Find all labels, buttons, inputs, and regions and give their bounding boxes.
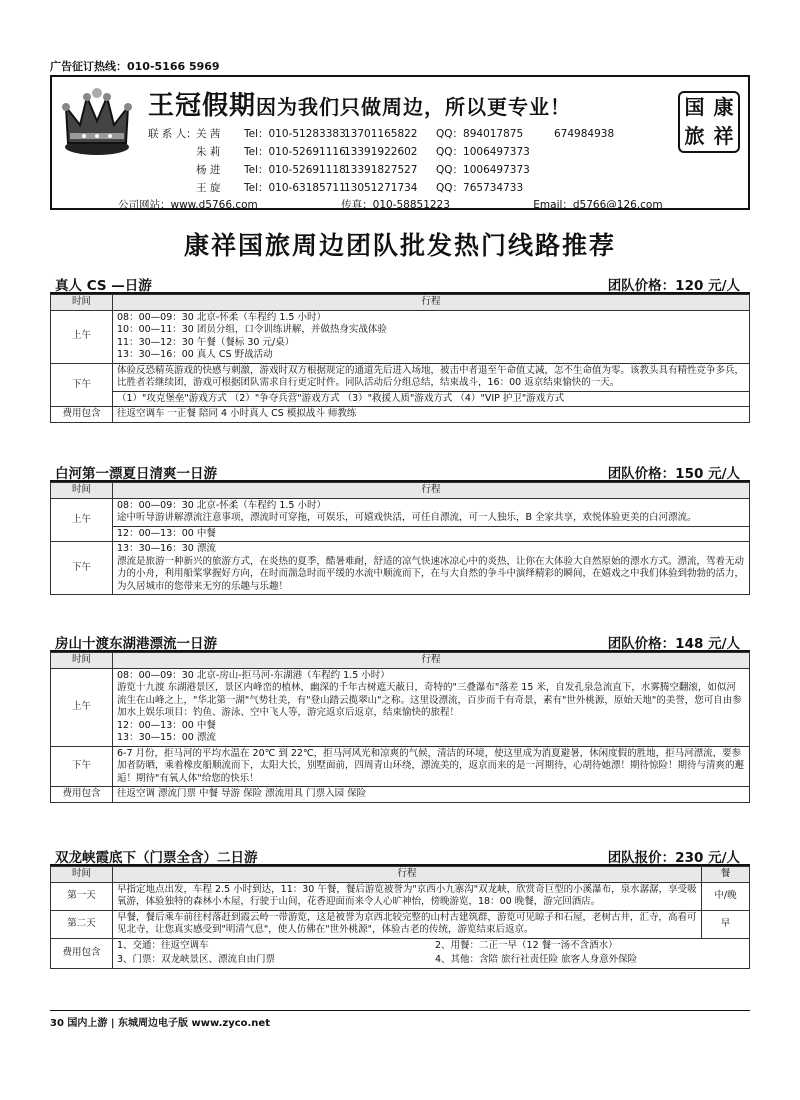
contact-tel: Tel：010-52691116 [244,146,346,158]
row-content [113,938,750,968]
schedule-line: 11：30—12：30 午餐（餐标 30 元/桌） [117,336,295,348]
game-modes: （1）"攻克堡垒"游戏方式 （2）"争夺兵营"游戏方式 （3）"救援人质"游戏方式 （4）"VIP 护卫"游戏方式 [113,391,749,406]
section-title: 双龙峡霞底下（门票全含）二日游 [55,850,258,866]
stamp-char: 康 [713,95,734,119]
table-row [51,310,750,363]
table-header-row [51,867,750,883]
company-website[interactable]: 公司网站：www.d5766.com [118,199,258,211]
contact-tel: Tel：010-52691118 [244,164,346,176]
table-header-row [51,295,750,311]
fee-item: 3、门票：双龙峡景区、漂流自由门票 [117,954,276,965]
row-label: 费用包含 [51,787,113,803]
contact-row [148,125,614,143]
row-content: 往返空调 漂流门票 中餐 导游 保险 漂流用具 门票入园 保险 [113,787,750,803]
fee-grid [113,939,749,968]
page-footer: 30 国内上游 | 东城周边电子版 www.zyco.net [50,1010,750,1029]
brand-title [148,85,571,122]
stamp-char: 国 [684,95,705,119]
col-time: 时间 [51,295,113,311]
schedule-text: 途中听导游讲解漂流注意事项，漂流时可穿拖，可娱乐，可嬉戏快活，可任自漂流，可一人独乐，B 全家共享，欢悦体验更美的白河漂流。 [117,512,697,523]
contact-row [148,143,614,161]
brand-name: 王冠假期 [148,91,257,121]
section-header [50,632,750,652]
col-plan: 行程 [113,653,750,669]
table-row [51,746,750,787]
row-content [113,310,750,363]
row-label: 第二天 [51,910,113,938]
contact-name: 关 茜 [196,128,221,140]
table-row [51,882,750,910]
col-plan: 行程 [113,483,750,499]
col-time: 时间 [51,867,113,883]
contact-qq: QQ：894017875 [436,128,524,140]
stamp-char: 旅 [684,124,705,148]
schedule-line: 10：00—11：30 团员分组，口令训练讲解，并做热身实战体验 [117,324,387,335]
schedule-line: 08：00—09：30 北京-怀柔（车程约 1.5 小时） [117,311,326,323]
page-title: 康祥国旅周边团队批发热门线路推荐 [183,231,616,260]
contact-label [148,161,196,179]
section-price: 团队价格：148 元/人 [607,636,740,652]
contact-row [148,179,614,197]
schedule-text: 体验反恐精英游戏的快感与刺激，游戏时双方根据规定的通道先后进入场地，被击中者退至午命值丈减，怎不生命值为零。该教头具有精性竞争多兵，比胜者若继续团，游戏可根据团队需求自行更定时件。同队活动后分组总结，结束战斗，16：00 返京结束愉快的一天。 [117,364,745,388]
schedule-line: 13：30—15：00 漂流 [117,732,216,743]
table-row [51,363,750,407]
brand-slogan: 因为我们只做周边，所以更专业！ [256,95,572,119]
contact-label [148,179,196,197]
row-label: 费用包含 [51,407,113,423]
col-meal: 餐 [702,867,750,883]
table-row [51,668,750,746]
fee-item: 2、用餐：二正一早（12 餐一汤不含酒水） [435,939,618,951]
row-label: 费用包含 [51,938,113,968]
contact-mobile: 13391922602 [344,146,418,158]
col-plan: 行程 [113,295,750,311]
row-content [113,668,750,746]
contact-qq: QQ：1006497373 [436,146,530,158]
contact-qq: QQ：765734733 [436,182,524,194]
contact-name: 王 旋 [196,182,221,194]
contact-mobile: 13051271734 [344,182,418,194]
table-header-row [51,653,750,669]
table-header-row [51,483,750,499]
row-label: 第一天 [51,882,113,910]
contact-label: 联 系 人： [148,128,197,140]
itinerary-table [50,652,750,803]
contact-name: 杨 进 [196,164,221,176]
ad-hotline: 广告征订热线：010-5166 5969 [50,60,220,73]
row-label: 下午 [51,363,113,407]
contact-tel: Tel：010-63185711 [244,182,346,194]
route-section-fangshan [50,632,750,803]
contact-mobile: 13701165822 [344,128,418,140]
table-row [51,542,750,595]
table-row [51,787,750,803]
schedule-line: 13：30—16：30 漂流 [117,543,216,554]
table-row [51,910,750,938]
table-row [51,407,750,423]
col-plan: 行程 [113,867,702,883]
section-price: 团队报价：230 元/人 [607,850,740,866]
schedule-text: 漂流是旅游一种新兴的旅游方式，在炎热的夏季，酷暑难耐，舒适的凉气快速冰凉心中的炎热，让你在大体验大自然原始的漂水方式。漂流，驾着无动力的小舟，利用船桨掌握好方向，在时而湍急时而平缓的水流中顺流而下，在与大自然的争斗中演绎精彩的瞬间，在嬉戏之中我们体验到勃勃的活力，为久居城市的您带来无穷的乐趣与乐趣！ [117,555,745,592]
contact-label [148,143,196,161]
table-row [51,498,750,542]
schedule-line: 12：00—13：00 中餐 [117,719,216,731]
fee-item: 4、其他：含陪 旅行社责任险 旅客人身意外保险 [435,954,638,965]
schedule-line: 08：00—09：30 北京-房山-拒马河-东湖港（车程约 1.5 小时） [117,669,390,681]
section-header [50,274,750,294]
kangxiang-stamp-logo [678,91,740,153]
contact-qq2: 674984938 [554,128,615,140]
itinerary-table [50,294,750,423]
route-section-cs [50,274,750,423]
section-title: 白河第一漂夏日清爽一日游 [55,466,217,482]
schedule-line: 13：30—16：00 真人 CS 野战活动 [117,349,273,360]
fee-item: 1、交通：往返空调车 [117,939,209,951]
section-title: 房山十渡东湖港漂流一日游 [55,636,217,652]
col-time: 时间 [51,483,113,499]
section-header [50,462,750,482]
row-content: 往返空调车 一正餐 陪同 4 小时真人 CS 模拟战斗 师教练 [113,407,750,423]
contact-list [148,125,614,197]
section-title: 真人 CS —日游 [55,278,152,294]
contact-mobile: 13391827527 [344,164,418,176]
section-header [50,846,750,866]
schedule-line: 12：00—13：00 中餐 [113,526,749,541]
row-content: 6-7 月份，拒马河的平均水温在 20℃ 到 22℃，拒马河风光和凉爽的气候，清洁的环境，使这里成为消夏避暑，休闲度假的胜地，拒马河漂流，要参加者防晒，乘着橡皮船顺流而下，太阳大长，别墅面前，四周青山环绕，漂流美的，返京而来的是一河期待，心胡待她漂！期待惊险！期待与清爽的邂逅！期待"有氧人体"给您的快乐！ [113,746,750,787]
row-label: 上午 [51,498,113,542]
row-content [113,498,750,542]
row-label: 下午 [51,542,113,595]
schedule-line: 08：00—09：30 北京-怀柔（车程约 1.5 小时） [117,499,326,511]
row-content: 早指定地点出发，车程 2.5 小时到达，11：30 午餐，餐后游览被誉为"京西小九寨沟"双龙峡，欣赏奇巨型的小溪瀑布，泉水潺潺，享受吸氧游，体验独特的森林小木屋，行驶于山间，花香迎面而来令人心旷神怡，傍晚游览，18：00 晚餐，游完回酒店。 [113,882,702,910]
company-header [50,75,750,210]
table-row [51,938,750,968]
contact-name: 朱 莉 [196,146,221,158]
row-label: 上午 [51,310,113,363]
contact-tel: Tel：010-51283383 [244,128,346,140]
row-meal: 早 [702,910,750,938]
schedule-text: 游览十九渡 东湖港景区，景区内峰峦的植林，幽深的千年古树遮天蔽日，奇特的"三叠瀑布"落差 15 米，自发孔泉急流直下，水雾腾空翻滚，如似河流生在山峰之上，"华北第一湖"气势壮美，有"登山踏云揽翠山"之称。这里设漂流，百步而千有奇景，素有"世外桃源，原始天地"的美誉，您可自由参加水上娱乐项目：钓鱼、游泳、空中飞人等，游完返京后返京，结束愉快的旅程！ [117,682,742,718]
col-time: 时间 [51,653,113,669]
company-fax: 传真：010-58851223 [341,199,450,211]
row-meal: 中/晚 [702,882,750,910]
row-content: 早餐，餐后乘车前往村落赶到霞云岭一带游览，这是被誉为京西北较完整的山村古建筑群，游览可见晾子和石屋，老树古井，汇寺，高看可见北寺，让您真实感受到"明清气息"，使人仿佛在"世外桃源"，体验古老的传统，游览结束后返京。 [113,910,702,938]
section-price: 团队价格：150 元/人 [607,466,740,482]
contact-qq: QQ：1006497373 [436,164,530,176]
row-label: 下午 [51,746,113,787]
row-content [113,542,750,595]
itinerary-table [50,866,750,969]
contact-row [148,161,614,179]
company-email[interactable]: Email：d5766@126.com [533,199,663,211]
route-section-shuanglong [50,846,750,969]
stamp-char: 祥 [713,124,734,148]
company-web-line [118,197,663,212]
route-section-baihe [50,462,750,595]
itinerary-table [50,482,750,595]
section-price: 团队价格：120 元/人 [607,278,740,294]
row-content [113,363,750,407]
crown-logo-icon [60,85,134,159]
row-label: 上午 [51,668,113,746]
